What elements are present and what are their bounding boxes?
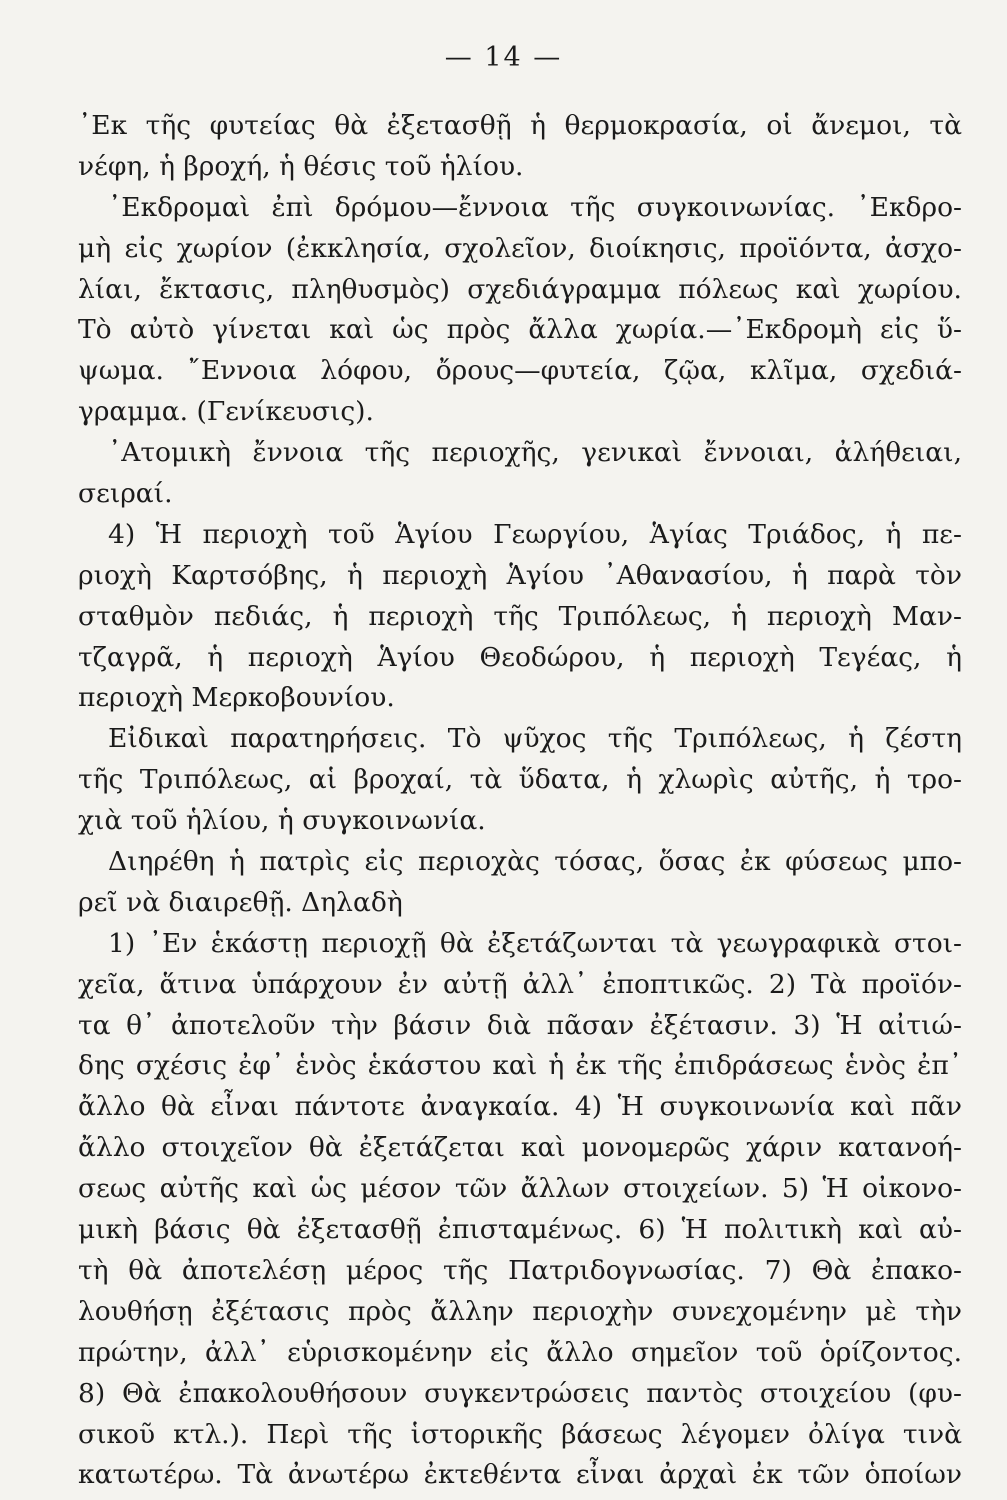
text-line: πρώτην, ἀλλ᾿ εὑρισκομένην εἰς ἄλλο σημεῖον τοῦ ὁρίζοντος. bbox=[78, 1336, 962, 1368]
text-line: Τὸ αὐτὸ γίνεται καὶ ὡς πρὸς ἄλλα χωρία.—᾿Εκδρομὴ εἰς ὕ- bbox=[78, 314, 962, 346]
text-line: σικοῦ κτλ.). Περὶ τῆς ἱστορικῆς βάσεως λέγομεν ὀλίγα τινὰ bbox=[78, 1418, 962, 1450]
text-line: γραμμα. (Γενίκευσις). bbox=[78, 396, 374, 428]
text-line: ᾿Ατομικὴ ἔννοια τῆς περιοχῆς, γενικαὶ ἔννοιαι, ἀλήθειαι, bbox=[108, 437, 962, 469]
text-line: ψωμα. ῎Εννοια λόφου, ὄρους—φυτεία, ζῷα, κλῖμα, σχεδιά- bbox=[78, 355, 962, 387]
text-line: τζαγρᾶ, ἡ περιοχὴ Ἁγίου Θεοδώρου, ἡ περιοχὴ Τεγέας, ἡ bbox=[78, 641, 962, 673]
text-line: Εἰδικαὶ παρατηρήσεις. Τὸ ψῦχος τῆς Τριπόλεως, ἡ ζέστη bbox=[108, 723, 962, 755]
text-line: τὴ θὰ ἀποτελέσῃ μέρος τῆς Πατριδογνωσίας. 7) Θὰ ἐπακο- bbox=[78, 1254, 962, 1286]
text-line: σειραί. bbox=[78, 478, 173, 510]
text-line: 1) ᾿Εν ἑκάστῃ περιοχῇ θὰ ἐξετάζωνται τὰ γεωγραφικὰ στοι- bbox=[108, 927, 962, 959]
text-line: ᾿Εκδρομαὶ ἐπὶ δρόμου—ἔννοια τῆς συγκοινωνίας. ᾿Εκδρο- bbox=[108, 191, 962, 223]
text-line: τα θ᾿ ἀποτελοῦν τὴν βάσιν διὰ πᾶσαν ἐξέτασιν. 3) Ἡ αἰτιώ- bbox=[78, 1009, 962, 1041]
text-line: σεως αὐτῆς καὶ ὡς μέσον τῶν ἄλλων στοιχείων. 5) Ἡ οἰκονο- bbox=[78, 1173, 962, 1205]
text-line: ᾿Εκ τῆς φυτείας θὰ ἐξετασθῇ ἡ θερμοκρασία, οἱ ἄνεμοι, τὰ bbox=[78, 110, 962, 141]
text-line: ρεῖ νὰ διαιρεθῇ. Δηλαδὴ bbox=[78, 886, 403, 918]
text-line: περιοχὴ Μερκοβουνίου. bbox=[78, 682, 395, 714]
text-line: 8) Θὰ ἐπακολουθήσουν συγκεντρώσεις παντὸς στοιχείου (φυ- bbox=[78, 1377, 962, 1409]
text-line: κατωτέρω. Τὰ ἀνωτέρω ἐκτεθέντα εἶναι ἀρχαὶ ἐκ τῶν ὁποίων bbox=[78, 1459, 962, 1491]
text-line: νέφη, ἡ βροχή, ἡ θέσις τοῦ ἡλίου. bbox=[78, 150, 524, 182]
text-line: 4) Ἡ περιοχὴ τοῦ Ἁγίου Γεωργίου, Ἁγίας Τριάδος, ἡ πε- bbox=[108, 518, 962, 550]
body-text bbox=[78, 106, 962, 1496]
text-line: χεῖα, ἅτινα ὑπάρχουν ἐν αὐτῇ ἀλλ᾿ ἐποπτικῶς. 2) Τὰ προϊόν- bbox=[78, 968, 962, 1000]
text-line: σταθμὸν πεδιάς, ἡ περιοχὴ τῆς Τριπόλεως, ἡ περιοχὴ Μαν- bbox=[78, 600, 962, 632]
text-line: δης σχέσις ἐφ᾿ ἑνὸς ἑκάστου καὶ ἡ ἐκ τῆς ἐπιδράσεως ἑνὸς ἐπ᾿ bbox=[78, 1050, 962, 1082]
text-line: ἄλλο στοιχεῖον θὰ ἐξετάζεται καὶ μονομερῶς χάριν κατανοή- bbox=[78, 1132, 962, 1164]
text-line: ριοχὴ Καρτσόβης, ἡ περιοχὴ Ἁγίου ᾿Αθανασίου, ἡ παρὰ τὸν bbox=[78, 559, 962, 591]
text-line: χιὰ τοῦ ἡλίου, ἡ συγκοινωνία. bbox=[78, 805, 486, 837]
text-line: Διηρέθη ἡ πατρὶς εἰς περιοχὰς τόσας, ὅσας ἐκ φύσεως μπο- bbox=[108, 846, 962, 878]
text-line: μὴ εἰς χωρίον (ἐκκλησία, σχολεῖον, διοίκησις, προϊόντα, ἀσχο- bbox=[78, 232, 962, 264]
text-line: λουθήσῃ ἐξέτασις πρὸς ἄλλην περιοχὴν συνεχομένην μὲ τὴν bbox=[78, 1295, 962, 1327]
text-line: τῆς Τριπόλεως, αἱ βροχαί, τὰ ὕδατα, ἡ χλωρὶς αὐτῆς, ἡ τρο- bbox=[78, 764, 962, 796]
text-line: μικὴ βάσις θὰ ἐξετασθῇ ἐπισταμένως. 6) Ἡ πολιτικὴ καὶ αὐ- bbox=[78, 1214, 962, 1246]
text-line: λίαι, ἔκτασις, πληθυσμὸς) σχεδιάγραμμα πόλεως καὶ χωρίου. bbox=[78, 273, 962, 305]
page-number: — 14 — bbox=[444, 42, 563, 73]
text-line: ἄλλο θὰ εἶναι πάντοτε ἀναγκαία. 4) Ἡ συγκοινωνία καὶ πᾶν bbox=[78, 1091, 962, 1123]
